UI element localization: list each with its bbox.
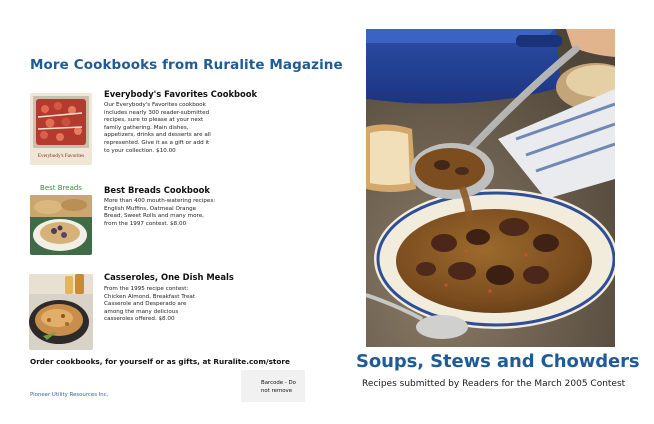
- book-title: Everybody's Favorites Cookbook: [104, 89, 258, 99]
- soup-stew-cover-photo: [366, 29, 615, 347]
- best-breads-cover-image: [30, 195, 92, 255]
- book-title: Casseroles, One Dish Meals: [104, 272, 234, 282]
- barcode-note: Barcode - Do not remove: [261, 380, 296, 394]
- casseroles-cover-image: [29, 274, 93, 350]
- cover-subtitle: Recipes submitted by Readers for the March 2005 Contest: [362, 379, 626, 389]
- order-cookbooks-line: Order cookbooks, for yourself or as gifts, at Ruralite.com/store: [30, 357, 290, 366]
- best-breads-cover-label: Best Breads: [40, 184, 82, 192]
- publisher-name: Pioneer Utility Resources Inc.: [30, 392, 109, 398]
- book-description: Our Everybody's Favorites cookbook includes nearly 300 reader-submitted recipes, sure to please at your next family gathering. Main dishes, appetizers, drinks and desserts are all represented. Give it as a gift or add it to your collection. $10.00: [104, 102, 211, 154]
- barcode-placeholder: [241, 370, 305, 402]
- cover-main-title: Soups, Stews and Chowders: [356, 351, 640, 372]
- everybodys-favorites-cover-image: [30, 93, 92, 165]
- book-description: From the 1995 recipe contest: Chicken Almond, Breakfast Treat Casserole and Desperado are among the many delicious casseroles offered. $8.00: [104, 286, 196, 323]
- everybodys-favorites-cover-text: Everybody's Favorites: [37, 153, 85, 159]
- book-description: More than 400 mouth-watering recipes: English Muffins, Oatmeal Orange Bread, Sweet Rolls and many more, from the 1997 contest. $8.00: [104, 198, 216, 227]
- book-title: Best Breads Cookbook: [104, 185, 211, 195]
- more-cookbooks-heading: More Cookbooks from Ruralite Magazine: [30, 57, 343, 73]
